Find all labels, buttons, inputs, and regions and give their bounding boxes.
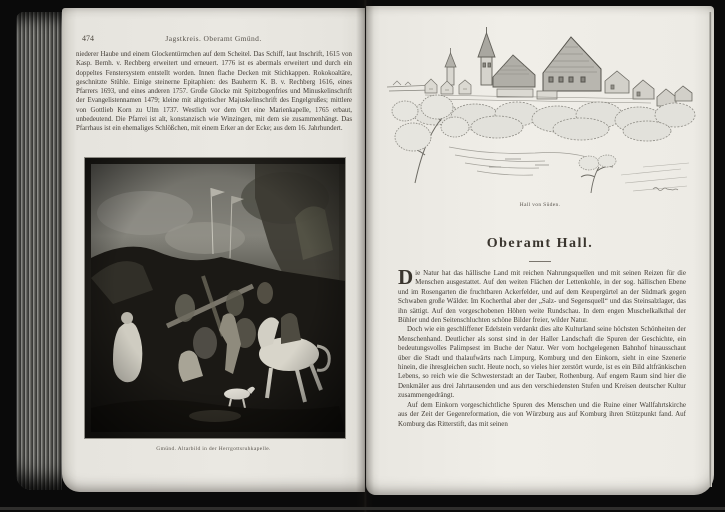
paragraph-2: Doch wie ein geschliffener Edelstein verdankt dies alte Kulturland seine höchsten Schönheiten der Menschenhand. Deutlicher als sonst sind in der Haller Landschaft die Spuren der Geschichte, ein bedeutungsvolles Palimpsest im Buche der Natur. Wer vom hochgelegenen Bahnhof hinausschaut über die Stadt und thalaufwärts nach Limpurg, Komburg und den Einkorn, sieht in eine Szenerie hinein, die ihresgleichen sucht. Heute noch, so vieles hier zerstört wurde, ist es ein Bild altfränkischen Lebens, so reich wie die Schwesterstadt an der Tauber, Rothenburg. Auf engem Raum sind hier die Denkmäler aus drei Jahrtausenden und aus den verschiedensten Stufen und Kreisen deutscher Kultur zusammengedrängt.: [398, 325, 686, 400]
left-page: [62, 8, 365, 492]
chapter-heading: Oberamt Hall.: [486, 236, 594, 251]
town-engraving-illustration: [385, 15, 700, 197]
book-gutter-shadow: [356, 0, 374, 512]
paragraph-3: Auf dem Einkorn vorgeschichtliche Spuren des Menschen und die Ruine einer Wallfahrtskirche aus der Zeit der Gegenreformation, die von Würzburg aus auf Komburg ihren Stützpunkt fand. Auf Komburg das Ritterstift, das mit seinen: [398, 400, 686, 428]
town-engraving-figure: [385, 15, 700, 197]
paragraph-1-text: ie Natur hat das hällische Land mit reichen Nahrungsquellen und mit seinen Reizen für die Menschen ausgestattet. Auf den weiten Flächen der Lettenkohle, in der sog. hällischen Ebene und im Rosengarten die fruchtbaren Ackerfelder, und auf dem Keupergürtel an der Südmark gegen Schwaben große Wälder. Im Kocherthal aber der „Salz- und Segensquell“ und das Steinsalzlager, das ihn sättigt. Auf den vorgeschobenen Höhen weite Rundschau. In dem engen Muschelkalkthal der Bühler und den Seitenschluchten schöne Bilder freier, wilder Natur.: [398, 269, 686, 325]
running-header: Jagstkreis. Oberamt Gmünd.: [165, 34, 262, 43]
drop-cap: D: [398, 265, 414, 289]
left-figure-caption: Gmünd. Altarbild in der Herrgottsruhkapelle.: [156, 446, 271, 452]
left-page-body-text: niederer Haube und einem Glockentürmchen auf dem Scheitel. Das Schiff, laut Inschrift, 1615 von Kasp. Bernh. v. Rechberg erweitert und erneuert. 1776 ist es abermals erweitert und durch ein doppeltes Fenstersystem entstellt worden. Innen flache Decken mit Stichkappen. Rokokoaltäre, geschnitzte Stühle. Einige steinerne Epitaphien: des Bauherrn K. B. v. Rechberg 1616, eines Pfarrers 1693, und eines anderen 1757. Große Glocke mit Spitzbogenfries und Minuskelinschrift der Evangelistennamen 1479; kleine mit altgotischer Majuskelinschrift des Engelgrußes; mittlere von Gottlieb Korn zu Ulm 1737. Westlich vor dem Ort eine Marienkapelle, 1765 erbaut, unbedeutend. Die Pfarrei ist alt, konstanzisch wie Winzingen, mit dem sie zusammenhängt. Das Pfarrhaus ist ein ehemaliges Schlößchen, mit einem Erker an der Ecke; aus dem 16. Jahrhundert.: [76, 51, 352, 133]
altar-painting-illustration: [85, 158, 345, 438]
heading-divider: [529, 261, 551, 262]
paragraph-1: [398, 265, 686, 325]
page-number: 474: [82, 34, 94, 43]
right-figure-caption: Hall von Süden.: [519, 202, 561, 208]
book-page-edges: [16, 12, 62, 490]
right-page-body: [398, 265, 686, 429]
right-page: [366, 6, 714, 495]
table-surface-edge: [0, 507, 725, 510]
altar-painting-figure: [85, 158, 345, 438]
